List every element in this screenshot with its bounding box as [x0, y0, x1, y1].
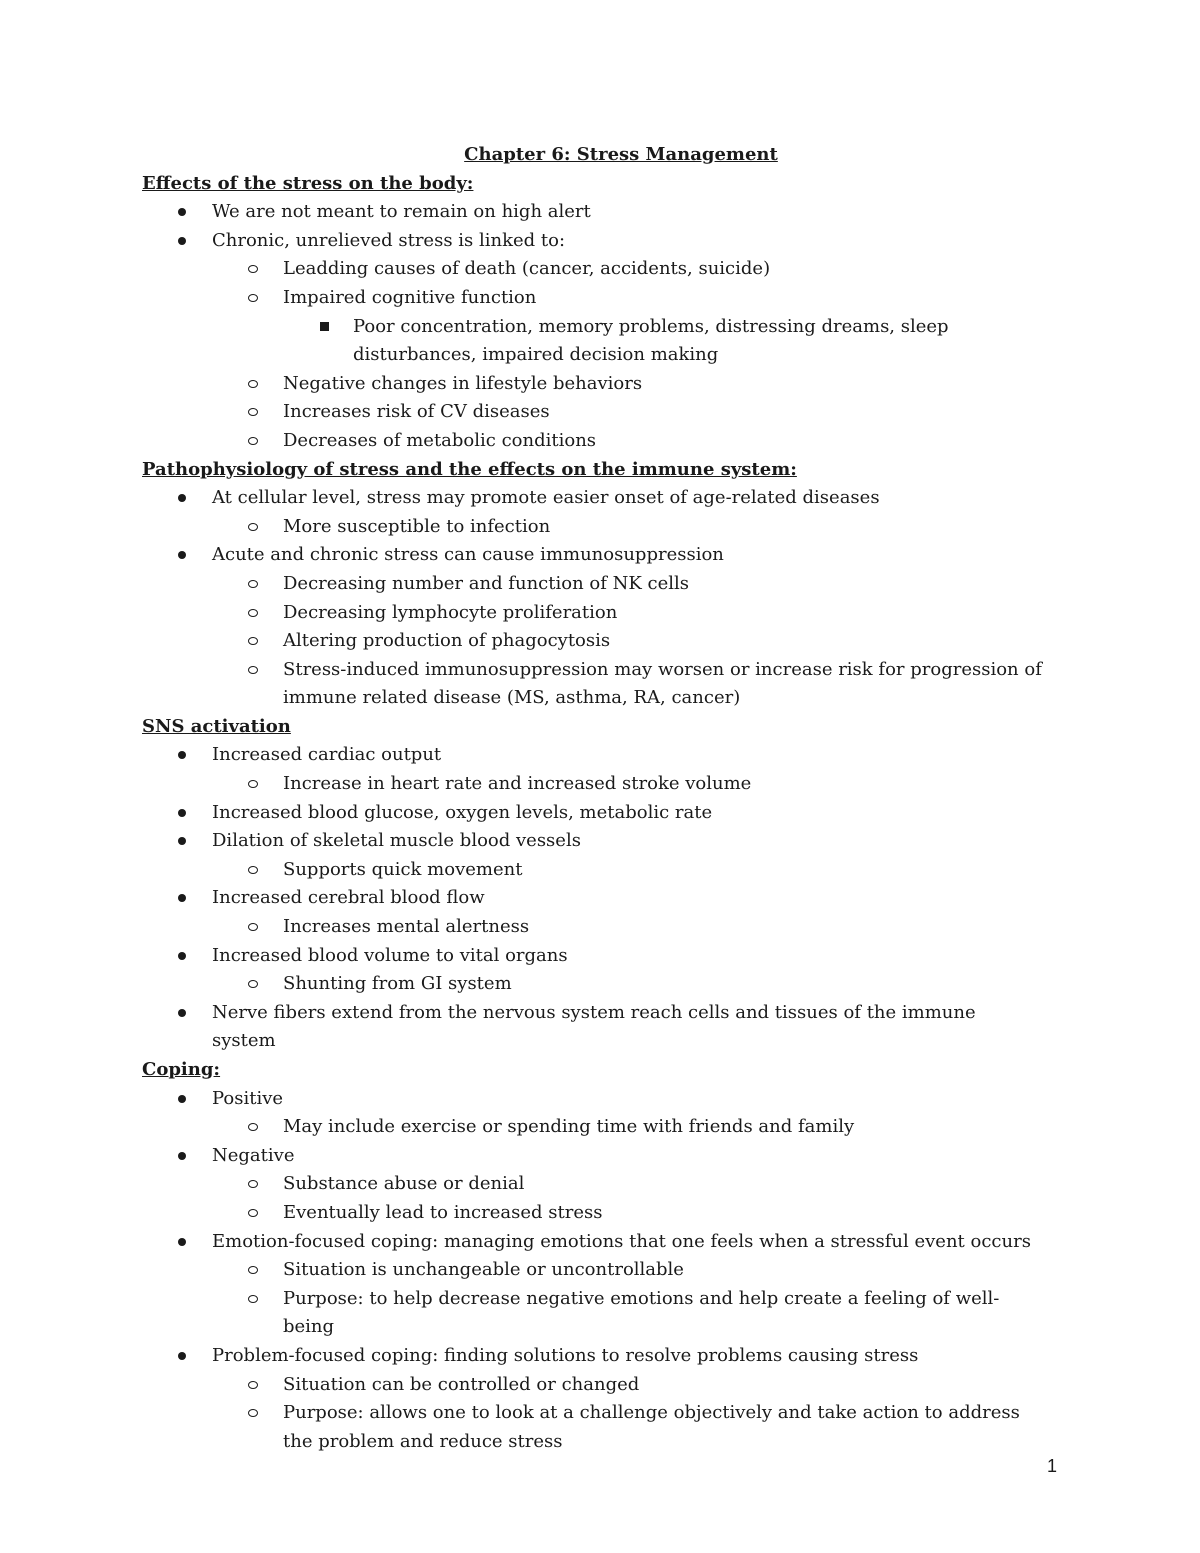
bullet-list-level-2 [142, 856, 1042, 885]
list-item-text: Increased blood glucose, oxygen levels, metabolic rate [212, 801, 713, 823]
bullet-list-level-2 [142, 570, 1042, 713]
bullet-list-level-2 [142, 1371, 1042, 1457]
list-item [142, 1371, 1042, 1400]
list-item [142, 856, 1042, 885]
nested-list-container [142, 1256, 1042, 1342]
list-item [142, 1285, 1042, 1342]
bullet-dot-icon [178, 942, 186, 971]
nested-list-container [142, 513, 1042, 542]
bullet-circle-icon [248, 398, 258, 427]
list-item [142, 970, 1042, 999]
bullet-circle-icon [248, 656, 258, 685]
list-item [142, 827, 1042, 856]
list-item-text: Problem-focused coping: finding solutions to resolve problems causing stress [212, 1344, 919, 1366]
list-item-text: Acute and chronic stress can cause immunosuppression [212, 544, 724, 566]
bullet-list-level-2 [142, 913, 1042, 942]
bullet-dot-icon [178, 541, 186, 570]
section-heading: SNS activation [142, 715, 291, 737]
list-item [142, 1256, 1042, 1285]
list-item-text: May include exercise or spending time with friends and family [283, 1116, 855, 1138]
bullet-list-level-2 [142, 255, 1042, 455]
bullet-list-level-2 [142, 513, 1042, 542]
list-item-text: Nerve fibers extend from the nervous system reach cells and tissues of the immune system [212, 1001, 976, 1052]
bullet-circle-icon [248, 284, 258, 313]
bullet-square-icon [320, 313, 329, 342]
bullet-circle-icon [248, 513, 258, 542]
bullet-circle-icon [248, 1256, 258, 1285]
bullet-circle-icon [248, 1285, 258, 1314]
list-item [142, 799, 1042, 828]
list-item [142, 999, 1042, 1056]
bullet-dot-icon [178, 1342, 186, 1371]
list-item [142, 484, 1042, 513]
bullet-dot-icon [178, 999, 186, 1028]
list-item-text: Decreases of metabolic conditions [283, 429, 597, 451]
list-item-text: Positive [212, 1087, 284, 1109]
bullet-list-level-2 [142, 1256, 1042, 1342]
list-item-text: Increased cerebral blood flow [212, 887, 485, 909]
bullet-circle-icon [248, 856, 258, 885]
list-item [142, 284, 1042, 313]
list-item-text: Negative changes in lifestyle behaviors [283, 372, 643, 394]
list-item-text: Emotion-focused coping: managing emotions that one feels when a stressful event occurs [212, 1230, 1031, 1252]
list-item [142, 1085, 1042, 1114]
bullet-list-level-1 [142, 484, 1042, 713]
bullet-list-level-1 [142, 198, 1042, 455]
section-heading: Pathophysiology of stress and the effects on the immune system: [142, 458, 797, 480]
nested-list-container [142, 770, 1042, 799]
list-item [142, 1142, 1042, 1171]
list-item [142, 513, 1042, 542]
bullet-circle-icon [248, 1399, 258, 1428]
list-item-text: Increase in heart rate and increased stroke volume [283, 773, 752, 795]
bullet-circle-icon [248, 770, 258, 799]
list-item-text: Negative [212, 1144, 295, 1166]
list-item-text: Purpose: to help decrease negative emotions and help create a feeling of well-being [283, 1287, 1000, 1338]
bullet-circle-icon [248, 570, 258, 599]
list-item [142, 1170, 1042, 1199]
list-item [142, 313, 1042, 370]
list-item-text: Supports quick movement [283, 858, 523, 880]
list-item [142, 541, 1042, 570]
list-item [142, 884, 1042, 913]
nested-list-container [142, 913, 1042, 942]
list-item [142, 370, 1042, 399]
bullet-dot-icon [178, 799, 186, 828]
list-item-text: Increased blood volume to vital organs [212, 944, 568, 966]
page-title: Chapter 6: Stress Management [464, 144, 778, 165]
bullet-dot-icon [178, 827, 186, 856]
bullet-circle-icon [248, 427, 258, 456]
list-item-text: Decreasing lymphocyte proliferation [283, 601, 618, 623]
list-item-text: More susceptible to infection [283, 515, 551, 537]
list-item [142, 913, 1042, 942]
list-item-text: Substance abuse or denial [283, 1173, 525, 1195]
list-item-text: Altering production of phagocytosis [283, 630, 611, 652]
bullet-list-level-3 [142, 313, 1042, 370]
list-item-text: Decreasing number and function of NK cells [283, 572, 690, 594]
bullet-circle-icon [248, 370, 258, 399]
bullet-dot-icon [178, 484, 186, 513]
bullet-dot-icon [178, 1142, 186, 1171]
list-item [142, 656, 1042, 713]
list-item-text: Increases mental alertness [283, 916, 530, 938]
nested-list-container [142, 1113, 1042, 1142]
list-item [142, 1199, 1042, 1228]
list-item-text: Increased cardiac output [212, 744, 442, 766]
list-item [142, 1228, 1042, 1257]
nested-list-container [142, 570, 1042, 713]
bullet-dot-icon [178, 227, 186, 256]
bullet-list-level-2 [142, 1170, 1042, 1227]
list-item-text: Shunting from GI system [283, 973, 512, 995]
list-item [142, 570, 1042, 599]
list-item [142, 1342, 1042, 1371]
list-item-text: We are not meant to remain on high alert [212, 201, 591, 223]
bullet-circle-icon [248, 913, 258, 942]
list-item [142, 627, 1042, 656]
page-number: 1 [1047, 1456, 1058, 1476]
list-item-text: Stress-induced immunosuppression may worsen or increase risk for progression of immune related disease (MS, asthma, RA, cancer) [283, 658, 1042, 709]
list-item-text: Poor concentration, memory problems, distressing dreams, sleep disturbances, impaired decision making [353, 315, 949, 366]
section-heading: Coping: [142, 1059, 221, 1080]
list-item-text: Impaired cognitive function [283, 286, 537, 308]
list-item-text: Purpose: allows one to look at a challenge objectively and take action to address the problem and reduce stress [283, 1402, 1020, 1452]
list-item [142, 398, 1042, 427]
bullet-circle-icon [248, 255, 258, 284]
list-item-text: At cellular level, stress may promote easier onset of age-related diseases [212, 487, 880, 509]
list-item-text: Eventually lead to increased stress [283, 1201, 603, 1223]
list-item [142, 227, 1042, 256]
nested-list-container [142, 255, 1042, 455]
list-item [142, 1399, 1042, 1456]
list-item [142, 427, 1042, 456]
section-heading: Effects of the stress on the body: [142, 172, 474, 194]
bullet-list-level-1 [142, 1085, 1042, 1457]
list-item [142, 770, 1042, 799]
bullet-circle-icon [248, 599, 258, 628]
list-item [142, 255, 1042, 284]
list-item [142, 942, 1042, 971]
list-item-text: Leadding causes of death (cancer, accidents, suicide) [283, 258, 771, 280]
bullet-circle-icon [248, 1113, 258, 1142]
bullet-dot-icon [178, 1228, 186, 1257]
bullet-circle-icon [248, 627, 258, 656]
bullet-list-level-2 [142, 770, 1042, 799]
document-body [142, 141, 1042, 1456]
nested-list-container [142, 313, 1042, 370]
nested-list-container [142, 856, 1042, 885]
nested-list-container [142, 1170, 1042, 1227]
list-item-text: Situation can be controlled or changed [283, 1373, 640, 1395]
bullet-list-level-1 [142, 741, 1042, 1056]
bullet-dot-icon [178, 884, 186, 913]
bullet-list-level-2 [142, 970, 1042, 999]
list-item [142, 741, 1042, 770]
bullet-list-level-2 [142, 1113, 1042, 1142]
bullet-circle-icon [248, 1170, 258, 1199]
bullet-circle-icon [248, 1199, 258, 1228]
list-item-text: Increases risk of CV diseases [283, 401, 550, 423]
bullet-circle-icon [248, 1371, 258, 1400]
bullet-dot-icon [178, 741, 186, 770]
bullet-dot-icon [178, 1085, 186, 1114]
bullet-dot-icon [178, 198, 186, 227]
list-item-text: Situation is unchangeable or uncontrollable [283, 1259, 684, 1281]
nested-list-container [142, 970, 1042, 999]
list-item-text: Chronic, unrelieved stress is linked to: [212, 229, 566, 251]
list-item [142, 599, 1042, 628]
bullet-circle-icon [248, 970, 258, 999]
list-item [142, 198, 1042, 227]
nested-list-container [142, 1371, 1042, 1457]
list-item-text: Dilation of skeletal muscle blood vessels [212, 830, 581, 852]
list-item [142, 1113, 1042, 1142]
